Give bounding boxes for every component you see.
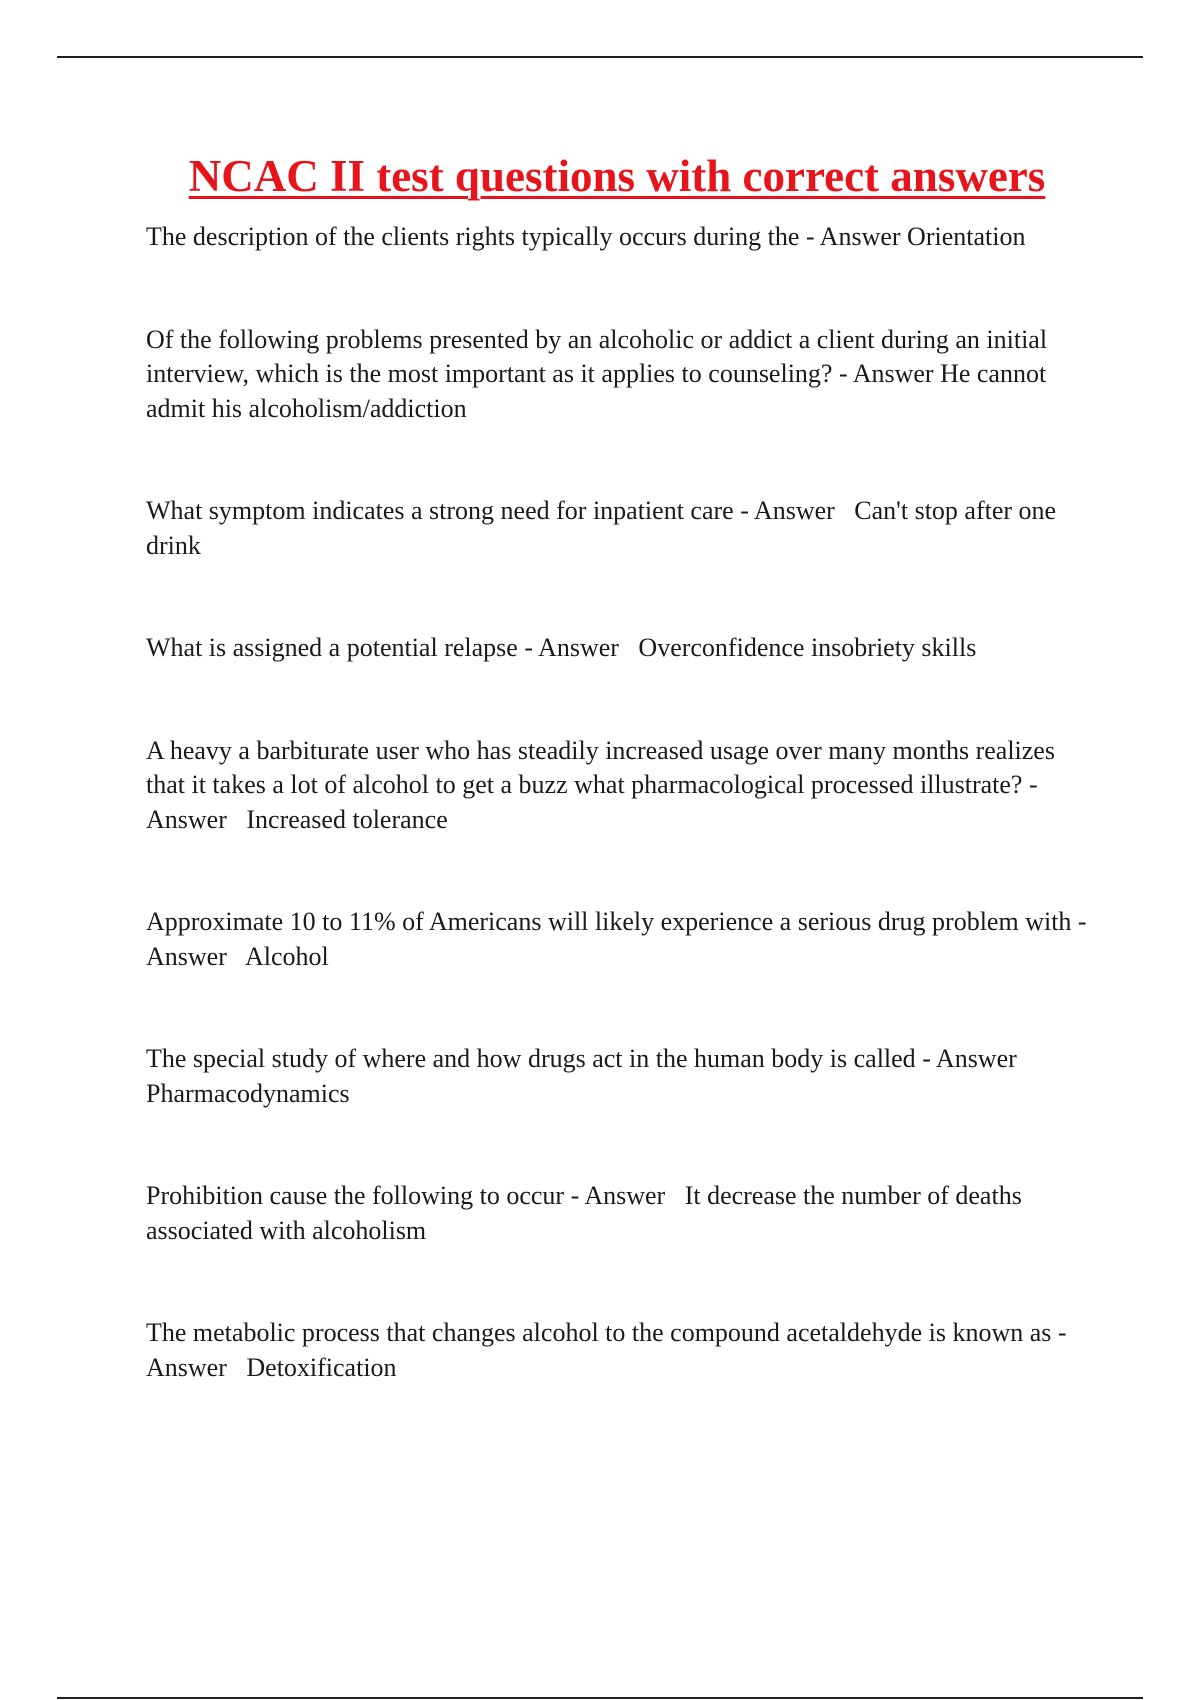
qa-item <box>146 220 1096 255</box>
answer-separator: - Answer <box>915 1044 1037 1073</box>
answer-text: It decrease the number of deaths associated with alcoholism <box>146 1181 1029 1245</box>
qa-item <box>146 905 1096 974</box>
qa-item <box>146 1179 1096 1248</box>
answer-text: Can't stop after one drink <box>146 496 1063 560</box>
answer-separator: - Answer <box>733 496 855 525</box>
question-text: The description of the clients rights typically occurs during the <box>146 222 800 251</box>
answer-text: Overconfidence insobriety skills <box>638 633 977 662</box>
qa-item <box>146 631 1096 666</box>
question-text: Of the following problems presented by an alcoholic or addict a client during an initial interview, which is the most important as it applies to counseling? <box>146 324 1054 388</box>
answer-separator: - Answer <box>146 770 1043 834</box>
qa-item <box>146 1316 1096 1385</box>
question-text: The special study of where and how drugs act in the human body is called <box>146 1044 916 1073</box>
answer-text: Pharmacodynamics <box>146 1078 350 1108</box>
qa-item <box>146 323 1096 427</box>
answer-text: Increased tolerance <box>246 804 448 834</box>
question-text: Prohibition cause the following to occur <box>146 1181 565 1210</box>
qa-item <box>146 734 1096 838</box>
question-text: What symptom indicates a strong need for inpatient care <box>146 496 734 525</box>
question-text: A heavy a barbiturate user who has steadily increased usage over many months realizes that it takes a lot of alcohol to get a buzz what pharmacological processed illustrate? <box>146 735 1062 799</box>
question-text: The metabolic process that changes alcohol to the compound acetaldehyde is known as <box>146 1318 1052 1347</box>
answer-separator: - Answer <box>564 1181 685 1210</box>
qa-item <box>146 494 1096 563</box>
bottom-rule <box>57 1697 1143 1699</box>
question-text: What is assigned a potential relapse <box>146 633 518 662</box>
answer-text: Orientation <box>907 222 1026 251</box>
page-title: NCAC II test questions with correct answers <box>188 151 1046 201</box>
top-rule <box>57 56 1143 58</box>
answer-separator: - Answer <box>146 907 1092 971</box>
qa-list <box>146 220 1096 1385</box>
qa-item <box>146 1042 1096 1111</box>
answer-separator: - Answer <box>799 222 908 251</box>
answer-separator: - Answer <box>832 359 941 388</box>
question-text: Approximate 10 to 11% of Americans will likely experience a serious drug problem with <box>146 907 1072 936</box>
answer-separator: - Answer <box>517 633 639 662</box>
answer-separator: - Answer <box>146 1318 1072 1382</box>
answer-text: He cannot admit his alcoholism/addiction <box>146 359 1053 423</box>
answer-text: Alcohol <box>244 941 329 971</box>
answer-text: Detoxification <box>246 1352 397 1382</box>
